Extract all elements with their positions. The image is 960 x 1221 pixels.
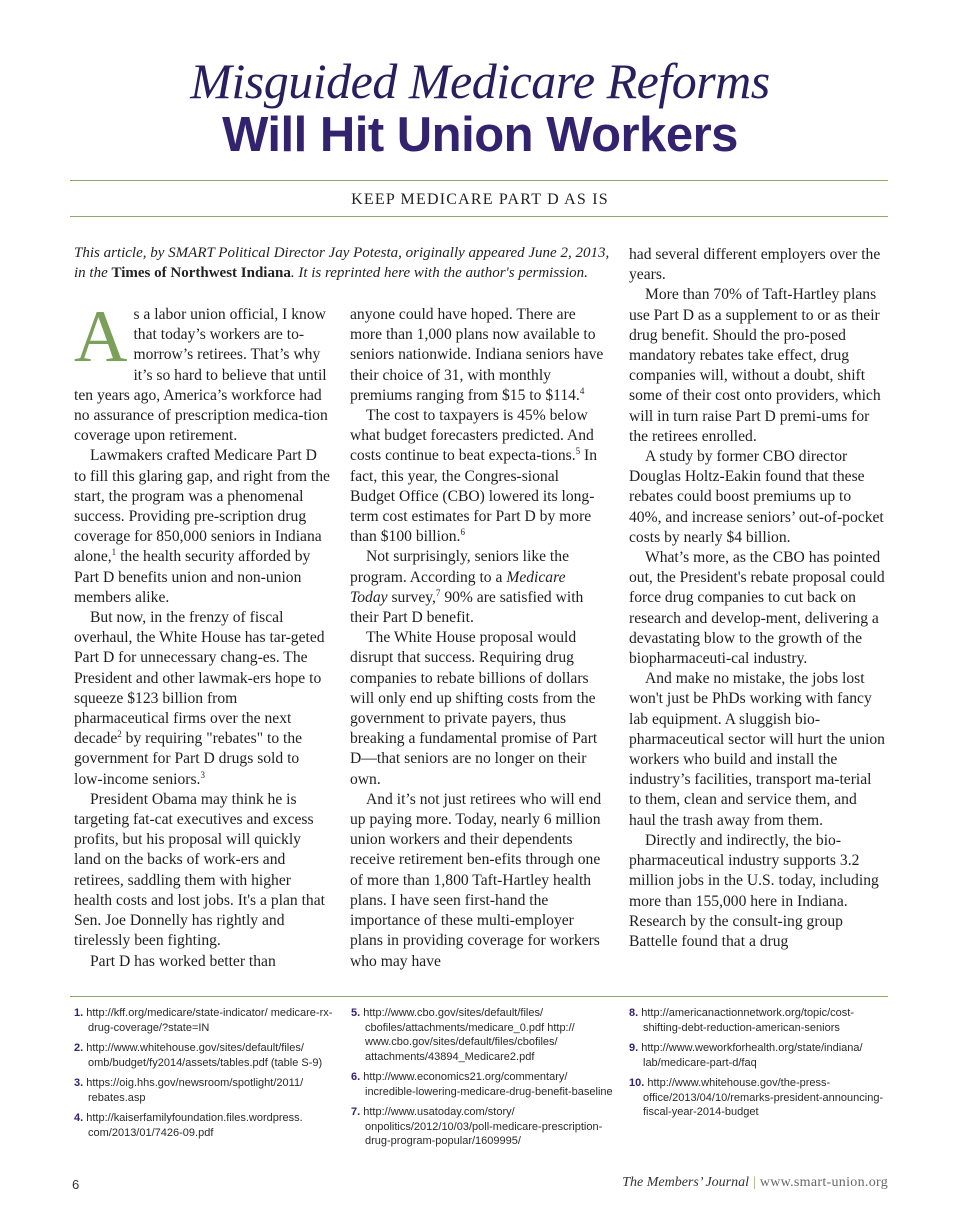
paragraph-text: 90% are satisfied with their Part D benefit.	[350, 588, 584, 627]
footnote	[351, 1006, 613, 1064]
footnotes-column-3	[629, 1006, 891, 1126]
publication-name: Medicare Today	[350, 568, 566, 606]
paragraph	[74, 296, 330, 446]
footnote-ref: 1	[111, 547, 117, 558]
footnote-number: 6.	[351, 1071, 361, 1083]
paragraph: And it’s not just retirees who will end up paying more. Today, nearly 6 million union workers and their dependents receive retirement ben-efits through one of more than 1,800 Taft-Hartley health plans. I have seen first-hand the importance of these multi-employer plans in providing coverage for workers who may have	[350, 790, 602, 970]
article-column-1	[74, 296, 330, 972]
footnote-link[interactable]: http://www.economics21.org/commentary/ incredible-lowering-medicare-drug-benefit-baseline	[363, 1071, 613, 1098]
article-column-3	[629, 245, 887, 952]
footnote-number: 5.	[351, 1007, 361, 1019]
footnote	[74, 1111, 336, 1140]
paragraph-text: The cost to taxpayers is 45% below what budget forecasters predicted. And costs continue to beat expecta-tions.	[350, 407, 594, 465]
footnotes-column-2	[351, 1006, 613, 1155]
footnote	[74, 1076, 336, 1105]
paragraph: President Obama may think he is targeting fat-cat executives and excess profits, but his proposal will quickly land on the backs of work-ers and retirees, saddling them with higher health costs and lost jobs. It's a plan that Sen. Joe Donnelly has rightly and tirelessly been fighting.	[74, 790, 325, 950]
footnote-link[interactable]: http://kff.org/medicare/state-indicator/ medicare-rx-drug-coverage/?state=IN	[86, 1007, 333, 1034]
footnote-ref: 5	[575, 446, 581, 457]
headline-line-2: Will Hit Union Workers	[222, 108, 738, 162]
footnote-ref: 4	[579, 385, 585, 396]
paragraph-text: the health security afforded by Part D benefits union and non-union members alike.	[74, 548, 311, 606]
paragraph	[74, 608, 330, 790]
footnote-link[interactable]: http://www.whitehouse.gov/the-press-office/2013/04/10/remarks-president-announcing-fiscal-year-2014-budget	[643, 1077, 884, 1118]
paragraph-text: by requiring "rebates" to the government for Part D drugs sold to low-income seniors.	[74, 730, 303, 788]
footnote-number: 3.	[74, 1077, 84, 1089]
footnote-ref: 7	[435, 587, 441, 598]
paragraph-text: In fact, this year, the Congres-sional Budget Office (CBO) lowered its long-term cost estimates for Part D by more than $100 billion.	[350, 447, 597, 546]
paragraph: And make no mistake, the jobs lost won't just be PhDs working with fancy lab equipment. A sluggish bio-pharmaceutical sector will hurt the union workers who build and install the industry’s facilities, transport ma-terial to them, clean and service them, and haul the trash away from them.	[629, 670, 885, 829]
footnote-number: 1.	[74, 1007, 84, 1019]
paragraph-text: Not surprisingly, seniors like the program. According to a	[350, 548, 569, 586]
paragraph-text: s a labor union official, I know that today’s workers are to-morrow’s retirees. That’s why it’s so hard to believe that until ten years ago, America’s workforce had no assurance of prescription medica-tion coverage upon retirement.	[74, 306, 328, 445]
paragraph: Directly and indirectly, the bio-pharmaceutical industry supports 3.2 million jobs in the U.S. today, including more than 155,000 here in Indiana. Research by the consult-ing group Battelle found that a drug	[629, 831, 879, 950]
footnote-ref: 6	[460, 527, 465, 538]
footnote	[74, 1006, 336, 1035]
footnote-number: 2.	[74, 1042, 84, 1054]
footnote-number: 4.	[74, 1112, 84, 1124]
paragraph	[74, 446, 330, 608]
footnote	[74, 1041, 336, 1070]
paragraph: What’s more, as the CBO has pointed out, the President's rebate proposal could force drug companies to cut back on research and develop-ment, delivering a devastating blow to the growth of the biopharmaceuti-cal industry.	[629, 549, 885, 668]
footnotes-column-1	[74, 1006, 336, 1146]
footnote-link[interactable]: http://americanactionnetwork.org/topic/cost-shifting-debt-reduction-american-seniors	[641, 1007, 855, 1034]
paragraph	[350, 305, 606, 406]
paragraph	[350, 406, 606, 547]
article-column-2	[350, 305, 606, 972]
paragraph: had several different employers over the years.	[629, 246, 881, 284]
footnote-ref: 2	[117, 729, 122, 740]
paragraph: The White House proposal would disrupt that success. Requiring drug companies to rebate billions of dollars will only end up shifting costs from the government to private payers, thus breaking a fundamental promise of Part D—that seniors are no longer on their own.	[350, 629, 598, 788]
paragraph-text: Lawmakers crafted Medicare Part D to fill this glaring gap, and right from the start, the program was a phenomenal success. Providing pre-scription drug coverage for 850,000 seniors in Indiana alone,	[74, 447, 330, 566]
page-number: 6	[72, 1177, 80, 1192]
publication-name: Times of Northwest Indiana	[111, 265, 291, 281]
intro-text-end: . It is reprinted here with the author's permission.	[290, 265, 588, 281]
footnote	[629, 1006, 891, 1035]
website-link[interactable]: www.smart-union.org	[759, 1175, 888, 1190]
footnote	[351, 1105, 613, 1149]
footnote-link[interactable]: http://kaiserfamilyfoundation.files.wordpress. com/2013/01/7426-09.pdf	[86, 1112, 303, 1139]
footnote-link[interactable]: http://www.weworkforhealth.org/state/indiana/ lab/medicare-part-d/faq	[641, 1042, 863, 1069]
paragraph: More than 70% of Taft-Hartley plans use Part D as a supplement to or as their drug benefit. Should the pro-posed mandatory rebates take effect, drug companies will, without a doubt, shift some of their cost onto providers, which will in turn raise Part D premi-ums for the retirees enrolled.	[629, 286, 881, 445]
footnote-link[interactable]: http://www.usatoday.com/story/ onpolitics/2012/10/03/poll-medicare-prescription-drug-program-popular/1609995/	[363, 1106, 603, 1147]
footnote-link[interactable]: http://www.whitehouse.gov/sites/default/files/ omb/budget/fy2014/assets/tables.pdf (table S-9)	[86, 1042, 323, 1069]
subhead: KEEP MEDICARE PART D AS IS	[351, 191, 609, 208]
footnotes-rule	[70, 996, 888, 997]
top-rule-lower	[70, 216, 888, 217]
footer-separator: |	[753, 1175, 756, 1190]
paragraph-text: But now, in the frenzy of fiscal overhaul, the White House has tar-geted Part D for unnecessary chang-es. The President and other lawmak-ers hope to squeeze $123 billion from pharmaceutical firms over the next decade	[74, 609, 325, 748]
footnote-number: 9.	[629, 1042, 639, 1054]
footnote-number: 8.	[629, 1007, 639, 1019]
footnote-number: 10.	[629, 1077, 645, 1089]
intro-note	[74, 243, 614, 283]
journal-name: The Members’ Journal	[622, 1175, 749, 1190]
paragraph-text: survey,	[387, 588, 436, 606]
top-rule-upper	[70, 180, 888, 181]
paragraph: Part D has worked better than	[90, 952, 276, 970]
footnote	[629, 1041, 891, 1070]
footnote	[351, 1070, 613, 1099]
footnote-ref: 3	[200, 769, 205, 780]
paragraph-text: anyone could have hoped. There are more than 1,000 plans now available to seniors nationwide. Indiana seniors have their choice of 31, with monthly premiums ranging from $15 to $114.	[350, 306, 604, 404]
footnote	[629, 1076, 891, 1120]
headline	[0, 54, 960, 162]
paragraph: A study by former CBO director Douglas Holtz-Eakin found that these rebates could boost premiums up to 40%, and increase seniors’ out-of-pocket costs by nearly $4 billion.	[629, 448, 884, 546]
footnote-link[interactable]: https://oig.hhs.gov/newsroom/spotlight/2011/ rebates.asp	[86, 1077, 304, 1104]
intro-text-start: This article, by SMART Political Director Jay Potesta, originally appeared June 2, 2013, in the	[74, 245, 610, 281]
footer-publication	[622, 1175, 888, 1191]
footnote-link[interactable]: http://www.cbo.gov/sites/default/files/ cbofiles/attachments/medicare_0.pdf http:// www.cbo.gov/sites/default/files/cbofiles/ attachments/43894_Medicare2.pdf	[363, 1007, 575, 1063]
drop-cap: A	[74, 296, 128, 378]
headline-line-1: Misguided Medicare Reforms	[190, 53, 770, 109]
paragraph	[350, 547, 606, 628]
footnote-number: 7.	[351, 1106, 361, 1118]
